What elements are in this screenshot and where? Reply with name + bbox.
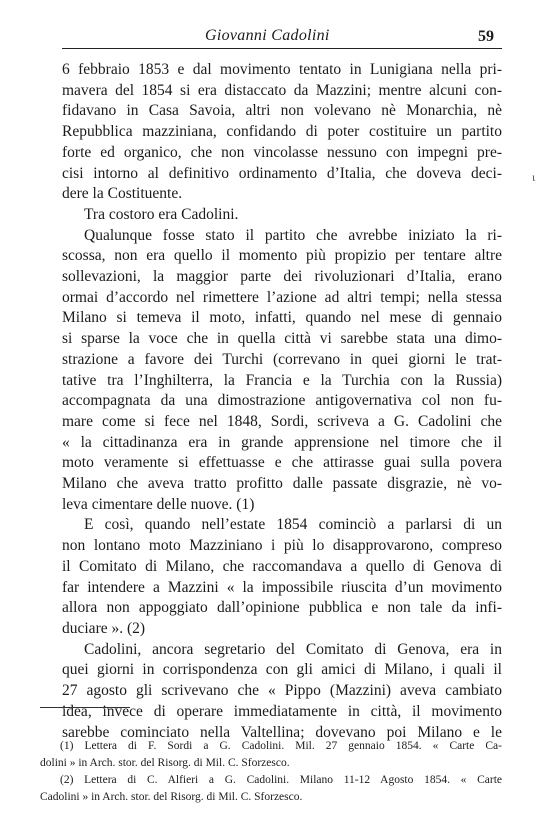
- running-title: Giovanni Cadolini: [205, 27, 330, 44]
- text-line: sarebbe cominciato nella Valtellina; dovevano poi Milano e le: [62, 723, 502, 741]
- text-line: cisi intorno al definitivo ordinamento d’Italia, che doveva deci-: [62, 164, 502, 182]
- text-line: 27 agosto gli scrivevano che « Pippo (Mazzini) aveva cambiato: [62, 682, 502, 700]
- text-line: allora non appoggiato dall’opinione pubblica e non tale da infi-: [62, 599, 502, 617]
- footnote-line: (1) Lettera di F. Sordi a G. Cadolini. Mil. 27 gennaio 1854. « Carte Ca-: [60, 740, 502, 752]
- text-line: fidavano in Casa Savoia, altri non volevano nè Monarchia, nè: [62, 102, 502, 120]
- margin-mark: ι: [532, 170, 536, 184]
- text-line: Cadolini, ancora segretario del Comitato di Genova, era in: [84, 640, 502, 658]
- text-line: leva cimentare delle nuove. (1): [62, 495, 255, 513]
- text-line: moto veramente si effettuasse e che attirasse guai sulla povera: [62, 454, 502, 472]
- text-line: idea, invece di operare immediatamente in città, il movimento: [62, 702, 502, 720]
- text-line: tative tra l’Inghilterra, la Francia e la Turchia con la Russia): [62, 371, 502, 389]
- text-line: Tra costoro era Cadolini.: [84, 205, 239, 223]
- text-line: quei giorni in corrispondenza con gli amici di Milano, i quali il: [62, 661, 502, 679]
- text-line: ormai d’accordo nel rimettere l’azione ad altri tempi; nella stessa: [62, 288, 502, 306]
- text-line: Qualunque fosse stato il partito che avrebbe iniziato la ri-: [84, 226, 502, 244]
- text-line: « la cittadinanza era in grande apprensione nel timore che il: [62, 433, 502, 451]
- text-line: non lontano moto Mazziniano i più lo disapprovarono, compreso: [62, 537, 502, 555]
- text-line: forte ed organico, che non vincolasse nessuno con impegni pre-: [62, 143, 502, 161]
- text-line: sollevazioni, la maggior parte dei rivoluzionari d’Italia, erano: [62, 268, 502, 286]
- page-header: [0, 0, 550, 48]
- footnote-rule: [40, 707, 130, 708]
- text-line: il Comitato di Milano, che raccomandava a quello di Genova di: [62, 557, 502, 575]
- footnote-line: Cadolini » in Arch. stor. del Risorg. di Mil. C. Sforzesco.: [40, 791, 303, 803]
- text-line: Milano si temeva il moto, infatti, quando nel mese di gennaio: [62, 309, 502, 327]
- text-line: strazione a favore dei Turchi (correvano in quei giorni le trat-: [62, 350, 502, 368]
- body-text: [62, 60, 502, 743]
- footnotes: [40, 738, 502, 806]
- text-line: Milano che aveva tratto profitto dalle passate disgrazie, nè vo-: [62, 475, 502, 493]
- text-line: scossa, non era quello il momento più propizio per tentare altre: [62, 247, 502, 265]
- text-line: 6 febbraio 1853 e dal movimento tentato in Lunigiana nella pri-: [62, 61, 502, 78]
- text-line: mavera del 1854 si era distaccato da Mazzini; mentre alcuni con-: [62, 81, 502, 99]
- text-line: mare come si fece nel 1848, Sordi, scriveva a G. Cadolini che: [62, 412, 502, 430]
- footnote-line: dolini » in Arch. stor. del Risorg. di Mil. C. Sforzesco.: [40, 757, 290, 769]
- page-number: 59: [478, 28, 494, 45]
- text-line: Repubblica mazziniana, confidando di poter costituire un partito: [62, 123, 502, 141]
- text-line: far intendere a Mazzini « la impossibile riuscita d’un movimento: [62, 578, 502, 596]
- header-rule: [62, 48, 502, 49]
- text-line: si sparse la voce che in quella città vi sarebbe stata una dimo-: [62, 330, 502, 348]
- footnote-line: (2) Lettera di C. Alfieri a G. Cadolini. Milano 11-12 Agosto 1854. « Carte: [60, 774, 502, 786]
- text-line: E così, quando nell’estate 1854 cominciò a parlarsi di un: [84, 516, 502, 534]
- text-line: dere la Costituente.: [62, 185, 183, 203]
- text-line: duciare ». (2): [62, 619, 146, 637]
- text-line: accompagnata da una dimostrazione antigovernativa col non fu-: [62, 392, 502, 410]
